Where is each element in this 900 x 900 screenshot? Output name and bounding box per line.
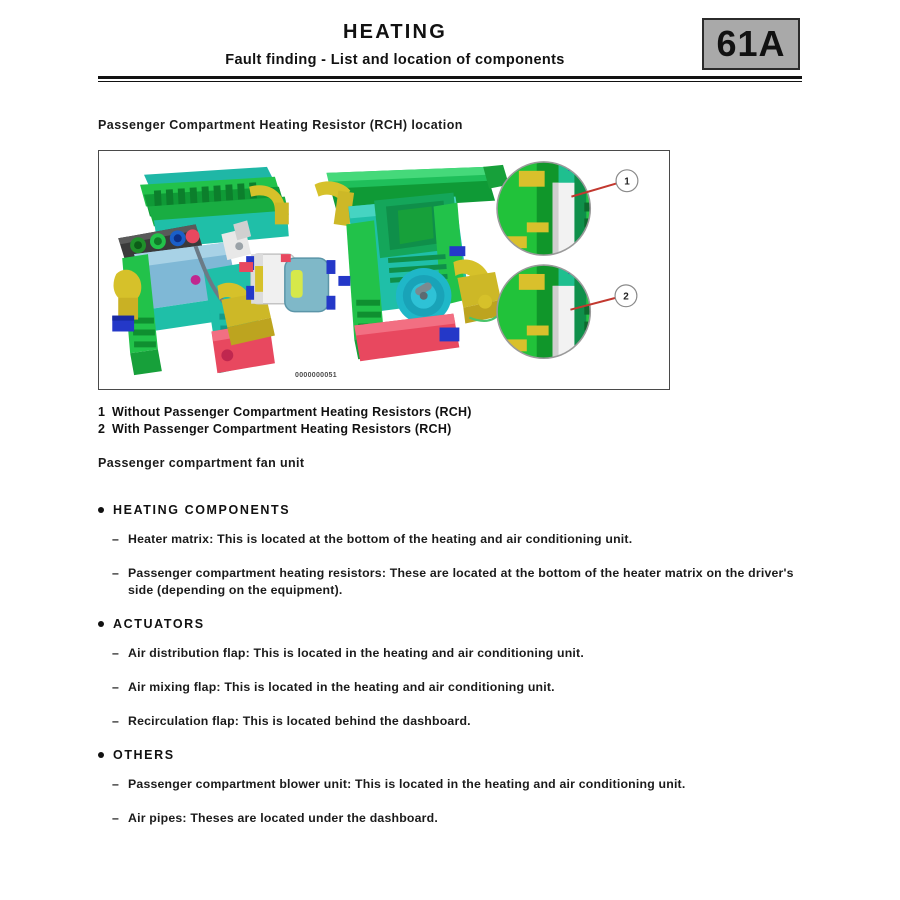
legend-number: 1 bbox=[98, 405, 106, 419]
callout-marker-2-text: 2 bbox=[623, 291, 629, 303]
list-item-text: Air pipes: Theses are located under the dashboard. bbox=[128, 811, 438, 825]
section-others bbox=[98, 748, 802, 827]
legend-item bbox=[98, 421, 472, 438]
legend-label: With Passenger Compartment Heating Resistors (RCH) bbox=[112, 422, 452, 436]
figure-legend bbox=[98, 404, 472, 438]
section-code-badge bbox=[702, 18, 800, 70]
list-item-text: Air distribution flap: This is located in the heating and air conditioning unit. bbox=[128, 646, 584, 660]
section-subheading: Passenger compartment fan unit bbox=[98, 456, 305, 470]
list-item-text: Recirculation flap: This is located behind the dashboard. bbox=[128, 714, 471, 728]
legend-item bbox=[98, 404, 472, 421]
list-item-text: Passenger compartment blower unit: This is located in the heating and air conditioning unit. bbox=[128, 777, 686, 791]
page-header bbox=[0, 0, 900, 92]
cad-illustration bbox=[99, 151, 669, 389]
figure-panel bbox=[98, 150, 670, 390]
dash-marker: – bbox=[112, 680, 120, 694]
list-item-text: Passenger compartment heating resistors: These are located at the bottom of the heater matrix on the driver's side (depending on the equipment). bbox=[128, 566, 794, 597]
figure-id-label: 0000000051 bbox=[295, 372, 337, 379]
dash-marker: – bbox=[112, 646, 120, 660]
list-item bbox=[98, 713, 802, 730]
header-title-group bbox=[100, 20, 690, 70]
section-heading-label: OTHERS bbox=[113, 748, 175, 762]
list-item bbox=[98, 776, 802, 793]
legend-label: Without Passenger Compartment Heating Resistors (RCH) bbox=[112, 405, 472, 419]
dash-marker: – bbox=[112, 566, 120, 580]
section-heading-row bbox=[98, 748, 802, 762]
section-heading-row bbox=[98, 617, 802, 631]
page-title: HEATING bbox=[343, 21, 447, 43]
detail-circle-2 bbox=[469, 236, 669, 389]
list-item bbox=[98, 645, 802, 662]
dash-marker: – bbox=[112, 532, 120, 546]
page-subtitle: Fault finding - List and location of components bbox=[225, 52, 565, 68]
bullet-dot-icon bbox=[98, 507, 104, 513]
list-item-text: Air mixing flap: This is located in the heating and air conditioning unit. bbox=[128, 680, 555, 694]
dash-marker: – bbox=[112, 811, 120, 825]
component-sections bbox=[98, 503, 802, 845]
section-heating-components bbox=[98, 503, 802, 599]
bullet-dot-icon bbox=[98, 752, 104, 758]
dash-marker: – bbox=[112, 777, 120, 791]
section-code-text: 61A bbox=[716, 23, 786, 64]
list-item bbox=[98, 531, 802, 548]
list-item bbox=[98, 679, 802, 696]
list-item bbox=[98, 565, 802, 599]
figure-caption: Passenger Compartment Heating Resistor (RCH) location bbox=[98, 118, 463, 132]
legend-number: 2 bbox=[98, 422, 106, 436]
section-heading-label: HEATING COMPONENTS bbox=[113, 503, 291, 517]
header-divider bbox=[98, 76, 802, 82]
center-assembly bbox=[281, 165, 509, 361]
section-actuators bbox=[98, 617, 802, 730]
header-divider-thick bbox=[98, 76, 802, 79]
section-heading-label: ACTUATORS bbox=[113, 617, 205, 631]
list-item-text: Heater matrix: This is located at the bottom of the heating and air conditioning unit. bbox=[128, 532, 633, 546]
left-assembly bbox=[112, 167, 294, 375]
dash-marker: – bbox=[112, 714, 120, 728]
section-heading-row bbox=[98, 503, 802, 517]
header-divider-thin bbox=[98, 81, 802, 82]
bullet-dot-icon bbox=[98, 621, 104, 627]
list-item bbox=[98, 810, 802, 827]
callout-marker-1-text: 1 bbox=[624, 176, 630, 188]
